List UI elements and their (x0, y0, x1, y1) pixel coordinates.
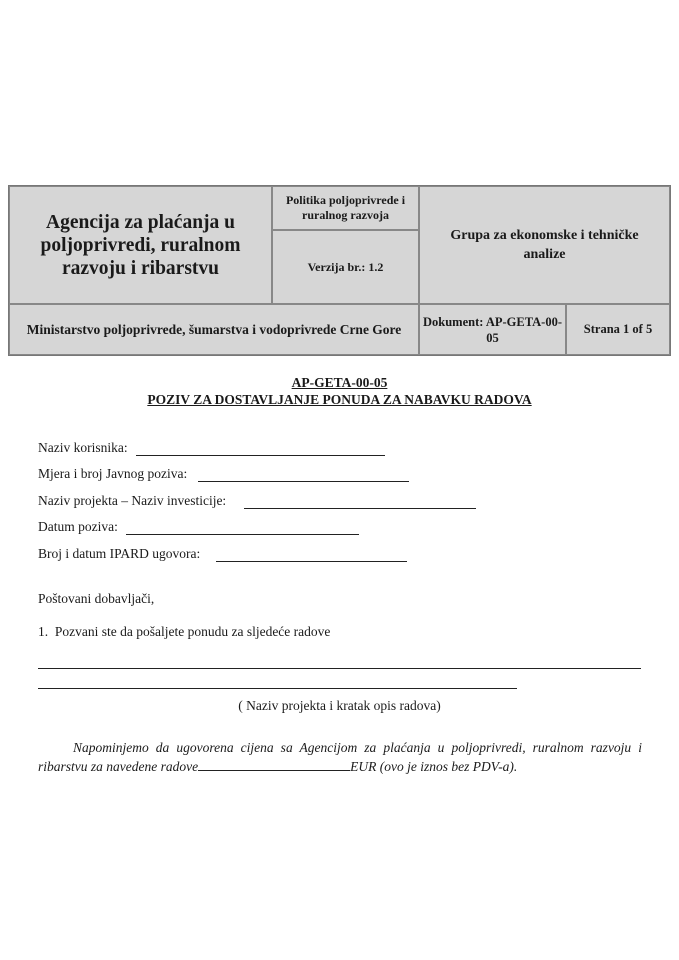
field-ipard-contract-line[interactable] (216, 561, 407, 562)
document-code: AP-GETA-00-05 (291, 375, 388, 390)
price-amount-line[interactable] (198, 758, 350, 771)
field-ipard-contract: Broj i datum IPARD ugovora: (38, 546, 204, 561)
version-label: Verzija br.: 1.2 (272, 230, 419, 304)
price-note: Napominjemo da ugovorena cijena sa Agencijom za plaćanja u poljoprivredi, ruralnom razvoju i ribarstvu za navedene radove EUR (ovo je iznos bez PDV-a). (38, 740, 642, 774)
policy-label: Politika poljoprivrede i ruralnog razvoja (272, 186, 419, 230)
page-number: Strana 1 of 5 (566, 304, 670, 355)
field-call-date: Datum poziva: (38, 519, 122, 534)
document-title: POZIV ZA DOSTAVLJANJE PONUDA ZA NABAVKU RADOVA (147, 392, 532, 407)
field-project-name-line[interactable] (244, 508, 476, 509)
field-measure-number-line[interactable] (198, 481, 409, 482)
document-number: Dokument: AP-GETA-00-05 (419, 304, 566, 355)
field-measure-number: Mjera i broj Javnog poziva: (38, 466, 188, 481)
group-label: Grupa za ekonomske i tehničke analize (419, 186, 670, 304)
field-beneficiary-name: Naziv korisnika: (38, 440, 131, 455)
item-1: 1. Pozvani ste da pošaljete ponudu za sljedeće radove (38, 624, 331, 639)
works-description-line-2[interactable] (38, 688, 517, 689)
works-caption: ( Naziv projekta i kratak opis radova) (238, 698, 441, 713)
header-table (8, 185, 671, 356)
greeting: Poštovani dobavljači, (38, 591, 155, 606)
works-description-line-1[interactable] (38, 668, 641, 669)
ministry-label: Ministarstvo poljoprivrede, šumarstva i vodoprivrede Crne Gore (9, 304, 419, 355)
field-beneficiary-name-line[interactable] (136, 455, 385, 456)
field-call-date-line[interactable] (126, 534, 359, 535)
field-project-name: Naziv projekta – Naziv investicije: (38, 493, 230, 508)
agency-name: Agencija za plaćanja u poljoprivredi, ruralnom razvoju i ribarstvu (9, 186, 272, 304)
